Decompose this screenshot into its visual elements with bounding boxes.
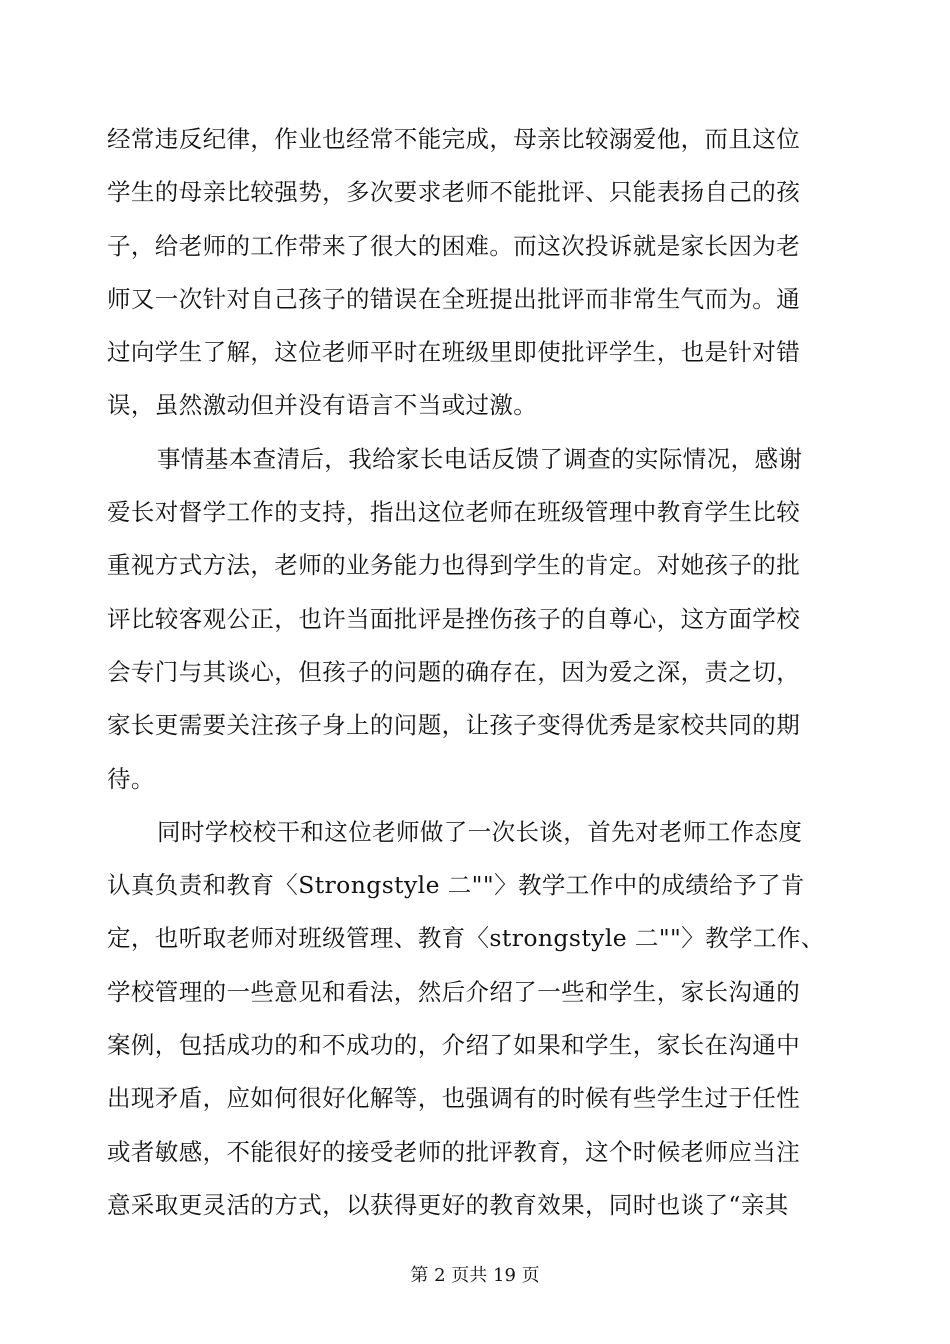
body-text xyxy=(107,113,867,1232)
text-line: 或者敏感，不能很好的接受老师的批评教育，这个时候老师应当注 xyxy=(107,1137,801,1166)
text-line: 定，也听取老师对班级管理、教育〈strongstyle 二""〉教学工作、 xyxy=(107,924,825,953)
text-line: 经常违反纪律，作业也经常不能完成，母亲比较溺爱他，而且这位 xyxy=(107,125,801,153)
text-line: 家长更需要关注孩子身上的问题，让孩子变得优秀是家校共同的期 xyxy=(107,711,801,740)
text-line: 重视方式方法，老师的业务能力也得到学生的肯定。对她孩子的批 xyxy=(107,551,801,580)
text-line: 爱长对督学工作的支持，指出这位老师在班级管理中教育学生比较 xyxy=(107,498,801,527)
text-line: 子，给老师的工作带来了很大的困难。而这次投诉就是家长因为老 xyxy=(107,231,801,260)
paragraph-first-line: 事情基本查清后，我给家长电话反馈了调查的实际情况，感谢 xyxy=(157,444,803,473)
text-line: 出现矛盾，应如何很好化解等，也强调有的时候有些学生过于任性 xyxy=(107,1084,801,1113)
text-line: 案例，包括成功的和不成功的，介绍了如果和学生，家长在沟通中 xyxy=(107,1031,801,1060)
page-number-footer: 第 2 页共 19 页 xyxy=(410,1265,540,1286)
paragraph-first-line: 同时学校校干和这位老师做了一次长谈，首先对老师工作态度 xyxy=(157,817,803,846)
text-line: 评比较客观公正，也许当面批评是挫伤孩子的自尊心，这方面学校 xyxy=(107,604,801,633)
text-line: 认真负责和教育〈Strongstyle 二""〉教学工作中的成绩给予了肯 xyxy=(107,871,805,900)
text-line: 误，虽然激动但并没有语言不当或过激。 xyxy=(107,391,538,420)
text-line: 过向学生了解，这位老师平时在班级里即使批评学生，也是针对错 xyxy=(107,338,801,367)
text-line: 意采取更灵活的方式，以获得更好的教育效果，同时也谈了“亲其 xyxy=(107,1190,789,1219)
text-line: 学校管理的一些意见和看法，然后介绍了一些和学生，家长沟通的 xyxy=(107,977,801,1006)
text-line: 会专门与其谈心，但孩子的问题的确存在，因为爱之深，责之切， xyxy=(107,657,801,686)
text-line: 待。 xyxy=(107,764,155,793)
text-line: 师又一次针对自己孩子的错误在全班提出批评而非常生气而为。通 xyxy=(107,284,801,313)
text-line: 学生的母亲比较强势，多次要求老师不能批评、只能表扬自己的孩 xyxy=(107,178,801,207)
